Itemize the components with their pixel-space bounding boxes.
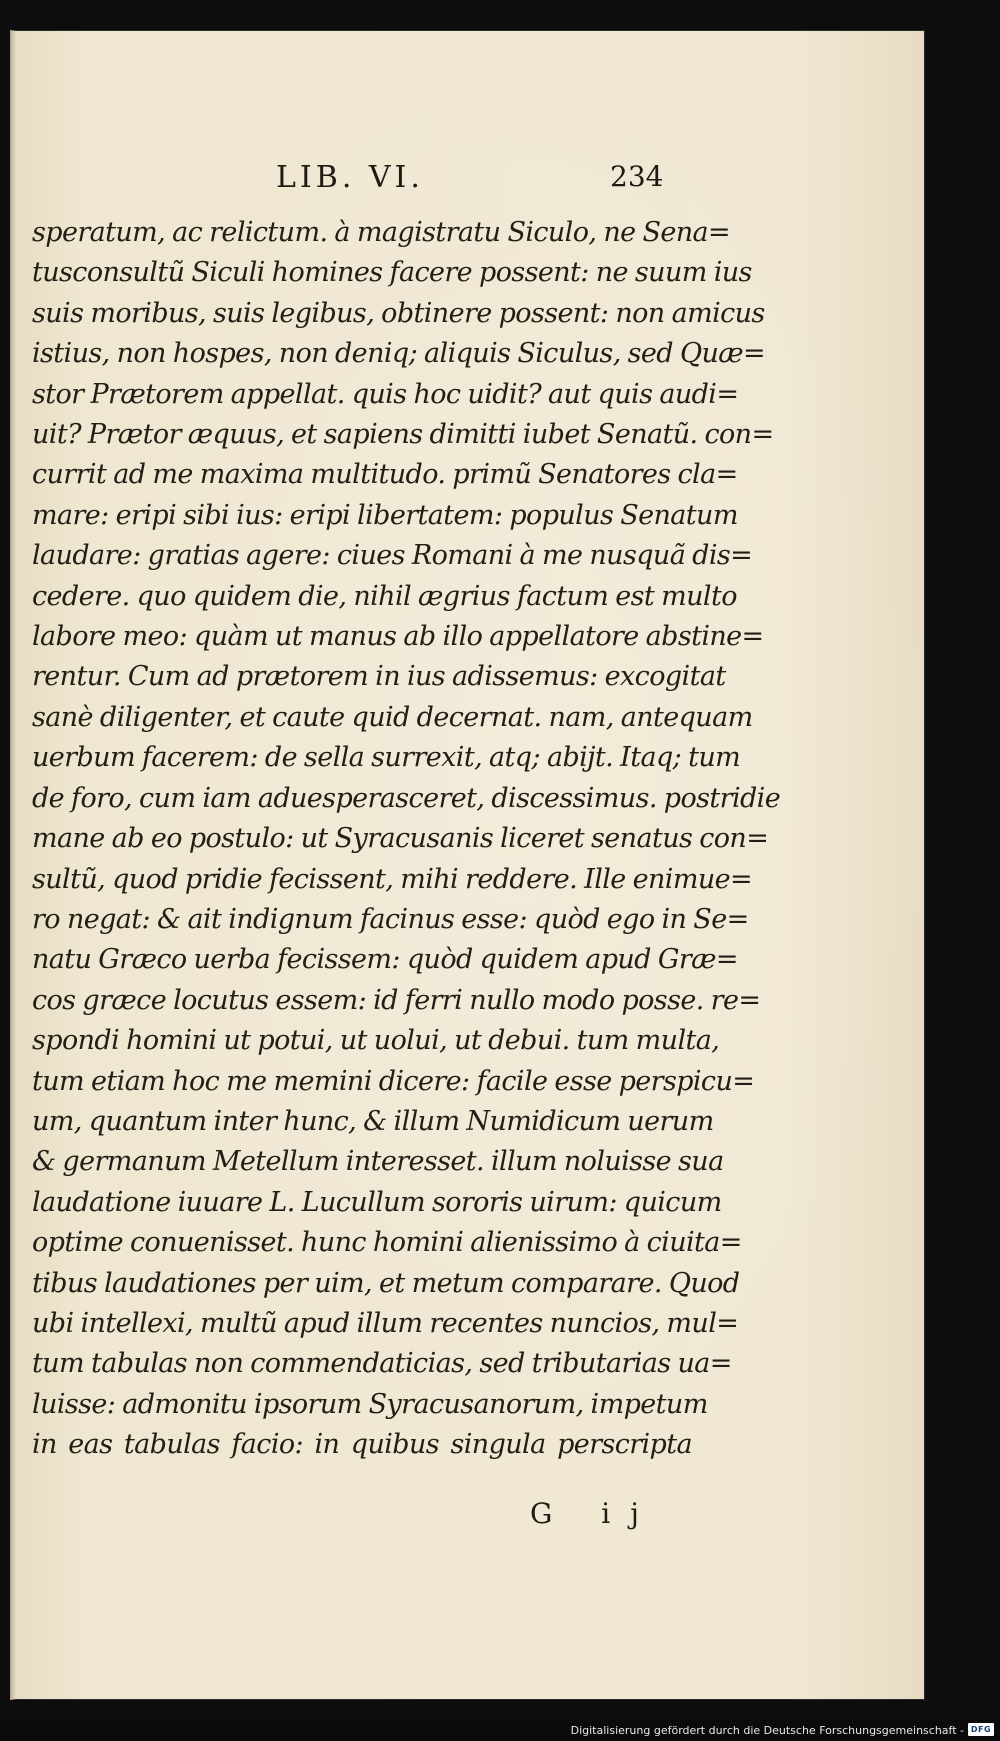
text-line: stor Prætorem appellat. quis hoc uidit? aut quis audi= xyxy=(32,378,739,410)
text-line: tusconsultũ Siculi homines facere possent: ne suum ius xyxy=(32,257,752,289)
running-head: LIB. VI. xyxy=(276,160,424,195)
text-line: luisse: admonitu ipsorum Syracusanorum, impetum xyxy=(32,1388,708,1420)
text-line: suis moribus, suis legibus, obtinere possent: non amicus xyxy=(32,297,765,329)
text-line: laudatione iuuare L. Lucullum sororis uirum: quicum xyxy=(32,1186,722,1218)
text-line: tibus laudationes per uim, et metum comparare. Quod xyxy=(32,1267,740,1299)
text-line: rentur. Cum ad prætorem in ius adissemus: excogitat xyxy=(32,661,726,693)
text-line: de foro, cum iam aduesperasceret, discessimus. postridie xyxy=(32,782,781,814)
text-line: um, quantum inter hunc, & illum Numidicum uerum xyxy=(32,1105,714,1137)
text-line: currit ad me maxima multitudo. primũ Senatores cla= xyxy=(32,459,738,491)
text-line: in eas tabulas facio: in quibus singula perscripta xyxy=(32,1429,692,1461)
text-line: uerbum facerem: de sella surrexit, atq; abijt. Itaq; tum xyxy=(32,742,741,774)
page-edge xyxy=(10,30,16,1700)
dfg-logo xyxy=(968,1723,994,1736)
text-line: spondi homini ut potui, ut uolui, ut debui. tum multa, xyxy=(32,1025,720,1057)
text-line: sanè diligenter, et caute quid decernat. nam, antequam xyxy=(32,701,753,733)
text-line: cedere. quo quidem die, nihil ægrius factum est multo xyxy=(32,580,737,612)
page-number: 234 xyxy=(610,160,664,193)
text-line: uit? Prætor æquus, et sapiens dimitti iubet Senatũ. con= xyxy=(32,419,774,451)
text-line: laudare: gratias agere: ciues Romani à me nusquã dis= xyxy=(32,540,753,572)
text-line: mare: eripi sibi ius: eripi libertatem: populus Senatum xyxy=(32,499,738,531)
digitization-credit: Digitalisierung gefördert durch die Deutsche Forschungsgemeinschaft - xyxy=(570,1724,964,1737)
signature-mark: G ij xyxy=(530,1497,659,1530)
text-line: istius, non hospes, non deniq; aliquis Siculus, sed Quæ= xyxy=(32,338,766,370)
text-line: ubi intellexi, multũ apud illum recentes nuncios, mul= xyxy=(32,1307,739,1339)
book-page xyxy=(10,30,925,1700)
text-line: tum tabulas non commendaticias, sed tributarias ua= xyxy=(32,1348,732,1380)
text-line: labore meo: quàm ut manus ab illo appellatore abstine= xyxy=(32,621,764,653)
text-line: cos græce locutus essem: id ferri nullo modo posse. re= xyxy=(32,984,761,1016)
text-line: optime conuenisset. hunc homini alienissimo à ciuita= xyxy=(32,1227,742,1259)
text-line: tum etiam hoc me memini dicere: facile esse perspicu= xyxy=(32,1065,755,1097)
text-line: speratum, ac relictum. à magistratu Siculo, ne Sena= xyxy=(32,217,731,248)
text-line: ro negat: & ait indignum facinus esse: quòd ego in Se= xyxy=(32,903,749,935)
body-text xyxy=(32,213,781,1466)
dfg-logo-text: DFG xyxy=(970,1725,992,1734)
text-line: mane ab eo postulo: ut Syracusanis liceret senatus con= xyxy=(32,823,769,855)
text-line: & germanum Metellum interesset. illum noluisse sua xyxy=(32,1146,724,1178)
text-line: sultũ, quod pridie fecissent, mihi reddere. Ille enimue= xyxy=(32,863,753,895)
text-line: natu Græco uerba fecissem: quòd quidem apud Græ= xyxy=(32,944,738,976)
